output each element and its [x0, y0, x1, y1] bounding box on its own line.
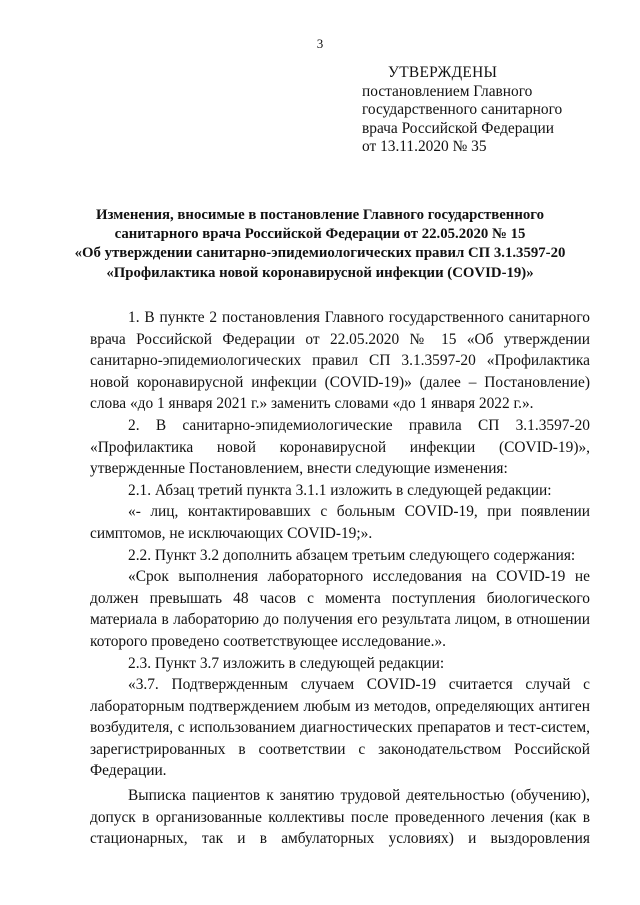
paragraph-2-3: 2.3. Пункт 3.7 изложить в следующей редакции:: [128, 654, 445, 672]
paragraph-2-2: 2.2. Пункт 3.2 дополнить абзацем третьим следующего содержания:: [128, 546, 576, 564]
heading-line: Изменения, вносимые в постановление Главного государственного: [95, 207, 545, 223]
approval-line: врача Российской Федерации: [362, 119, 554, 137]
document-body: [90, 307, 590, 850]
paragraph-2-3-text: «3.7. Подтвержденным случаем COVID-19 считается случай с лабораторным подтверждением любым из методов, определяющих антиген возбудителя, с использованием диагностических препаратов и тест-систем, зарегистрированных в соответствии с законодательством Российской Федерации.: [90, 676, 590, 780]
document-heading: [60, 206, 580, 283]
paragraph-2-2-text: «Срок выполнения лабораторного исследования на COVID-19 не должен превышать 48 часов с момента поступления биологического материала в лабораторию до получения его результата лицом, в отношении которого проведено соответствующее исследование.».: [90, 568, 590, 650]
heading-line: санитарного врача Российской Федерации от 22.05.2020 № 15: [114, 226, 526, 243]
heading-line: «Об утверждении санитарно-эпидемиологических правил СП 3.1.3597-20: [74, 245, 566, 262]
approval-line: от 13.11.2020 № 35: [362, 138, 487, 156]
approval-line: постановлением Главного: [362, 82, 533, 100]
heading-line: «Профилактика новой коронавирусной инфекции (COVID-19)»: [106, 264, 534, 281]
approval-line: государственного санитарного: [362, 101, 563, 119]
approval-block: [362, 64, 622, 157]
page-number: 3: [316, 36, 324, 51]
paragraph-2-1: 2.1. Абзац третий пункта 3.1.1 изложить в следующей редакции:: [128, 481, 552, 499]
paragraph-2: 2. В санитарно-эпидемиологические правила СП 3.1.3597-20 «Профилактика новой коронавирусной инфекции (COVID-19)», утвержденные Постановлением, внести следующие изменения:: [90, 416, 590, 478]
paragraph-discharge: Выписка пациентов к занятию трудовой деятельностью (обучению), допуск в организованные коллективы после проведенного лечения (как в стационарных, так и в амбулаторных условиях) и выздоровления: [90, 787, 590, 848]
paragraph-2-1-text: «- лиц, контактировавших с больным COVID-19, при появлении симптомов, не исключающих COVID-19;».: [90, 503, 590, 542]
paragraph-1: 1. В пункте 2 постановления Главного государственного санитарного врача Российской Федерации от 22.05.2020 № 15 «Об утверждении санитарно-эпидемиологических правил СП 3.1.3597-20 «Профилактика новой коронавирусной инфекции (COVID-19)» (далее – Постановление) слова «до 1 января 2021 г.» заменить словами «до 1 января 2022 г.».: [90, 309, 590, 413]
approval-title: УТВЕРЖДЕНЫ: [388, 64, 498, 81]
